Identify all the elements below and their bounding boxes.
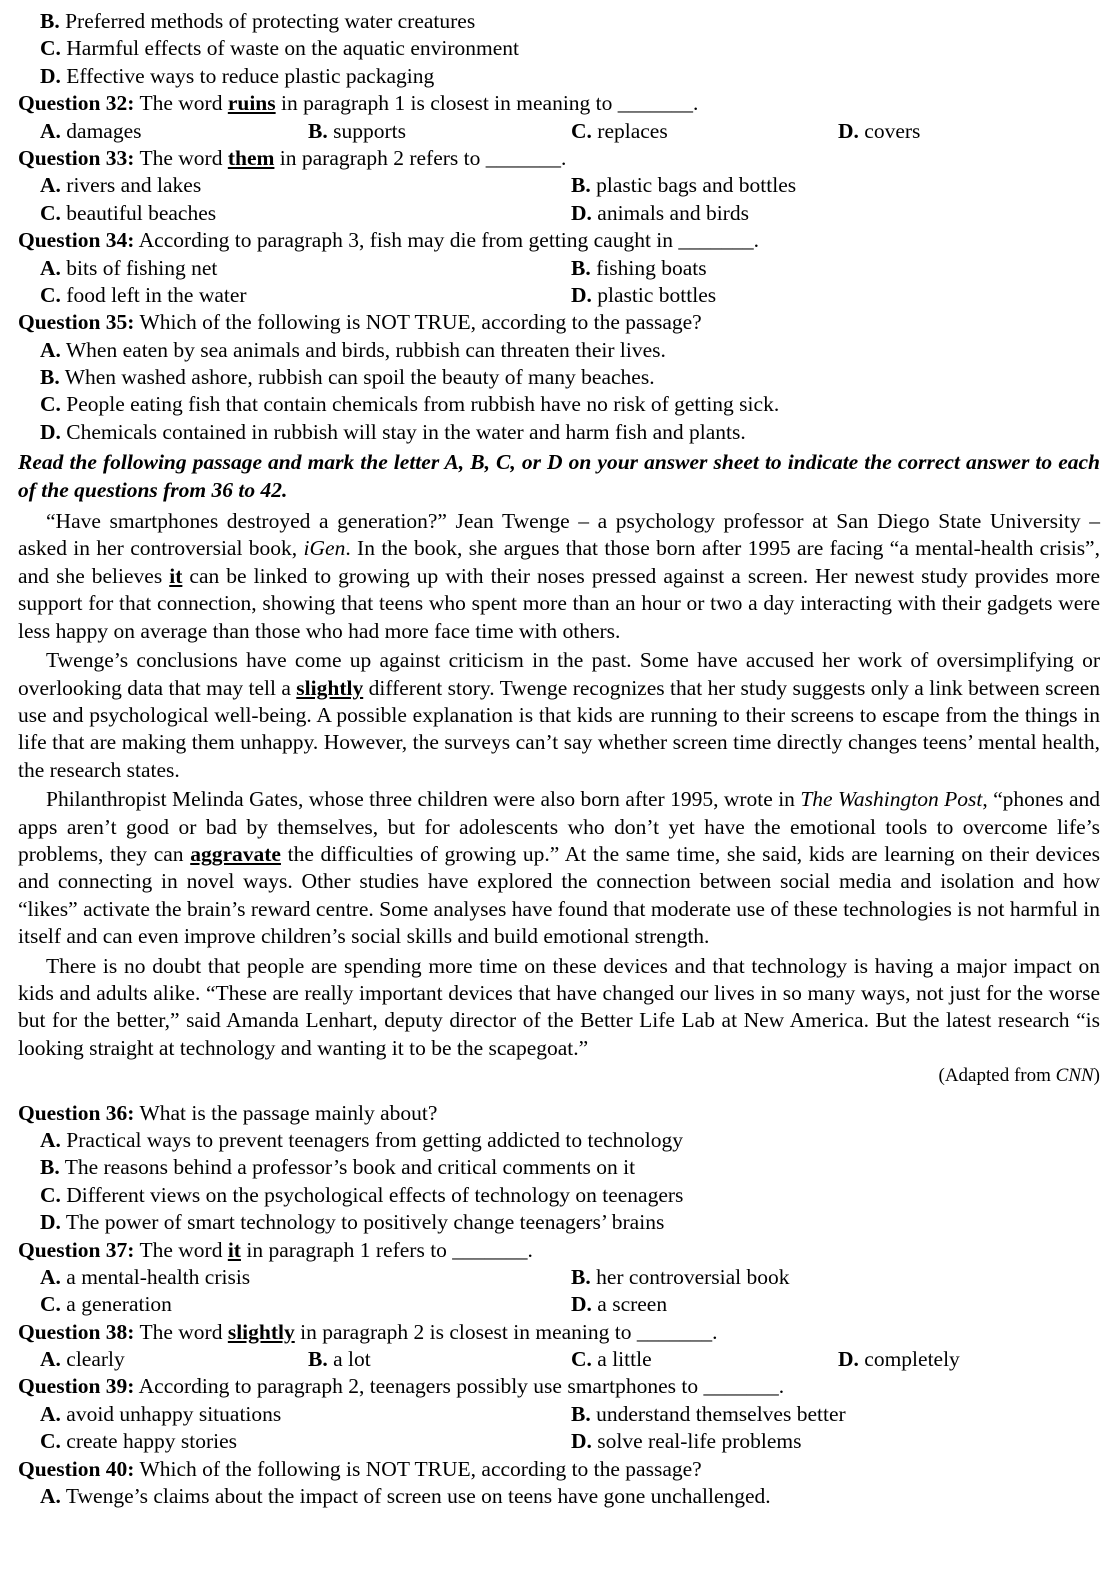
q40-option-a: A. Twenge’s claims about the impact of screen use on teens have gone unchallenged. — [40, 1484, 771, 1509]
q34-option-a: A. bits of fishing net — [40, 255, 218, 280]
q38-options — [18, 1346, 1100, 1373]
q31-option-b: B. Preferred methods of protecting water creatures — [40, 9, 476, 33]
q37-options-row1 — [18, 1264, 1100, 1291]
q34-option-c: C. food left in the water — [40, 282, 247, 307]
q36-option-c: C. Different views on the psychological effects of technology on teenagers — [40, 1182, 684, 1207]
q33-option-a: A. rivers and lakes — [40, 173, 202, 198]
q36-option-d: D. The power of smart technology to positively change teenagers’ brains — [40, 1210, 665, 1235]
q37-options-row2 — [18, 1291, 1100, 1318]
q38-option-a: A. clearly — [40, 1347, 125, 1372]
q34-option-d: D. plastic bottles — [571, 282, 717, 307]
q32-option-b: B. supports — [308, 118, 406, 143]
passage-paragraph-4: There is no doubt that people are spending more time on these devices and that technology is having a major impact on kids and adults alike. “These are really important devices that have changed our lives in so many ways, not just for the worse but for the better,” said Amanda Lenhart, deputy director of the Better Life Lab at New America. But the latest research “is looking straight at technology and wanting it to be the scapegoat.” — [18, 953, 1100, 1060]
q39-options-row2 — [18, 1428, 1100, 1455]
q36-stem: Question 36: What is the passage mainly about? — [18, 1100, 438, 1125]
q33-options-row1 — [18, 172, 1100, 199]
q35-option-d: D. Chemicals contained in rubbish will stay in the water and harm fish and plants. — [40, 419, 746, 444]
exam-page — [18, 8, 1100, 1510]
q33-option-c: C. beautiful beaches — [40, 200, 217, 225]
book-title: iGen — [303, 536, 346, 561]
q35-option-c: C. People eating fish that contain chemicals from rubbish have no risk of getting sick. — [40, 392, 780, 417]
passage-paragraph-2: Twenge’s conclusions have come up against criticism in the past. Some have accused her work of oversimplifying or overlooking data that may tell a slightly different story. Twenge recognizes that her study suggests only a link between screen use and psychological well-being. A possible explanation is that kids are running to their screens to escape from the things in life that are making them unhappy. However, the surveys can’t say whether screen time directly changes teens’ mental health, the research states. — [18, 648, 1100, 782]
q33-option-d: D. animals and birds — [571, 200, 749, 225]
q38-stem: Question 38: The word slightly in paragraph 2 is closest in meaning to _______. — [18, 1319, 718, 1344]
q35-option-a: A. When eaten by sea animals and birds, rubbish can threaten their lives. — [40, 337, 666, 362]
q38-option-b: B. a lot — [308, 1347, 371, 1372]
q33-options-row2 — [18, 200, 1100, 227]
q33-stem: Question 33: The word them in paragraph 2 refers to _______. — [18, 145, 567, 170]
q36-option-b: B. The reasons behind a professor’s book and critical comments on it — [40, 1155, 636, 1180]
passage-source: (Adapted from CNN) — [938, 1065, 1100, 1087]
q37-stem: Question 37: The word it in paragraph 1 refers to _______. — [18, 1237, 533, 1262]
q31-option-c: C. Harmful effects of waste on the aquatic environment — [40, 36, 520, 61]
q37-option-c: C. a generation — [40, 1292, 172, 1317]
q34-stem: Question 34: According to paragraph 3, fish may die from getting caught in _______. — [18, 228, 760, 253]
p1-keyword-it: it — [169, 563, 183, 588]
q37-keyword: it — [227, 1237, 241, 1262]
q37-option-b: B. her controversial book — [571, 1264, 790, 1289]
q37-option-d: D. a screen — [571, 1292, 668, 1317]
q32-option-c: C. replaces — [571, 118, 668, 143]
q34-options-row2 — [18, 282, 1100, 309]
q33-option-b: B. plastic bags and bottles — [571, 173, 797, 198]
q31-option-d: D. Effective ways to reduce plastic packaging — [40, 63, 435, 88]
p3-keyword-aggravate: aggravate — [190, 841, 281, 866]
reading-instruction: Read the following passage and mark the letter A, B, C, or D on your answer sheet to indicate the correct answer to each of the questions from 36 to 42. — [18, 450, 1100, 502]
q32-stem: Question 32: The word ruins in paragraph 1 is closest in meaning to _______. — [18, 91, 699, 116]
q39-option-c: C. create happy stories — [40, 1429, 238, 1454]
passage-paragraph-1: “Have smartphones destroyed a generation?” Jean Twenge – a psychology professor at San Diego State University – asked in her controversial book, iGen. In the book, she argues that those born after 1995 are facing “a mental-health crisis”, and she believes it can be linked to growing up with their noses pressed against a screen. Her newest study provides more support for that connection, showing that teens who spent more than an hour or two a day interacting with their gadgets were less happy on average than those who had more face time with others. — [18, 509, 1100, 643]
passage-paragraph-3: Philanthropist Melinda Gates, whose three children were also born after 1995, wrote in The Washington Post, “phones and apps aren’t good or bad by themselves, but for adolescents who don’t yet have the emotional tools to overcome life’s problems, they can aggravate the difficulties of growing up.” At the same time, she said, kids are learning on their devices and connecting in novel ways. Other studies have explored the connection between social media and isolation and how “likes” activate the brain’s reward centre. Some analyses have found that moderate use of these technologies is not harmful in itself and can even improve children’s social skills and build emotional strength. — [18, 787, 1100, 949]
q32-option-d: D. covers — [838, 118, 921, 143]
q35-option-b: B. When washed ashore, rubbish can spoil the beauty of many beaches. — [40, 365, 655, 390]
q39-option-a: A. avoid unhappy situations — [40, 1401, 282, 1426]
q39-stem: Question 39: According to paragraph 2, teenagers possibly use smartphones to _______. — [18, 1374, 785, 1399]
q32-options — [18, 118, 1100, 145]
q39-options-row1 — [18, 1401, 1100, 1428]
q38-keyword: slightly — [227, 1319, 295, 1344]
q35-stem: Question 35: Which of the following is NOT TRUE, according to the passage? — [18, 310, 702, 335]
q34-options-row1 — [18, 255, 1100, 282]
p2-keyword-slightly: slightly — [296, 675, 364, 700]
q33-keyword: them — [227, 145, 275, 170]
q39-option-b: B. understand themselves better — [571, 1401, 846, 1426]
newspaper-title: The Washington Post — [800, 787, 983, 812]
q39-option-d: D. solve real-life problems — [571, 1429, 802, 1454]
q36-option-a: A. Practical ways to prevent teenagers from getting addicted to technology — [40, 1127, 683, 1152]
q32-keyword: ruins — [227, 91, 276, 116]
q38-option-c: C. a little — [571, 1347, 652, 1372]
q37-option-a: A. a mental-health crisis — [40, 1264, 251, 1289]
q32-option-a: A. damages — [40, 118, 142, 143]
q34-option-b: B. fishing boats — [571, 255, 707, 280]
q40-stem: Question 40: Which of the following is NOT TRUE, according to the passage? — [18, 1456, 702, 1481]
q38-option-d: D. completely — [838, 1347, 960, 1372]
